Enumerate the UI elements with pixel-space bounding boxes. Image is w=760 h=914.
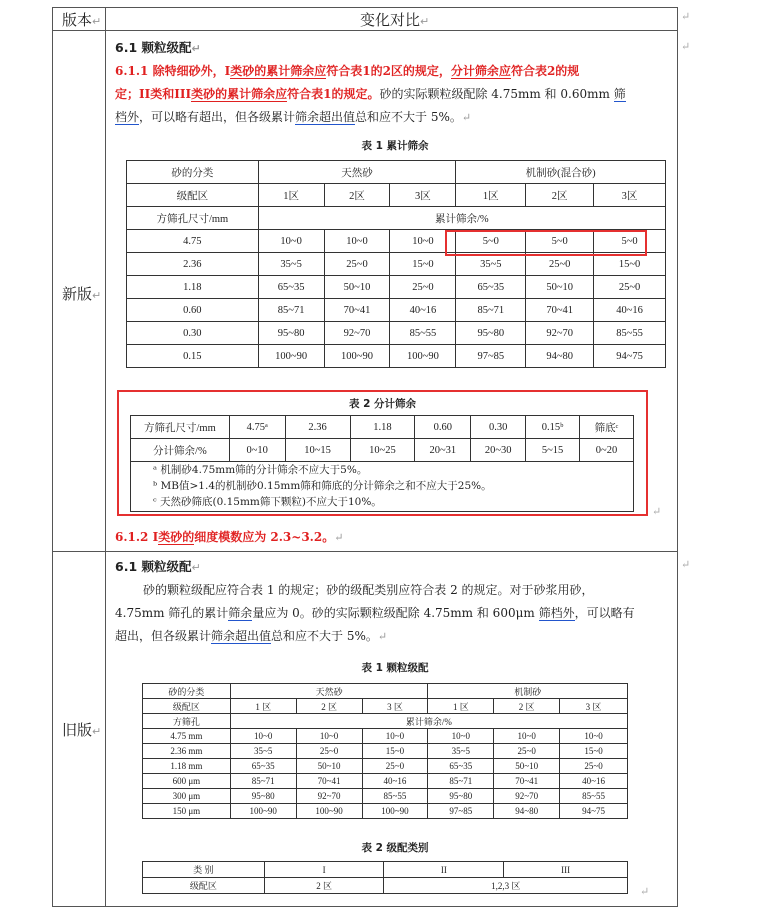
table-cell: 94~80: [526, 345, 594, 368]
table-cell: 100~90: [230, 804, 296, 819]
table-cell: 级配区: [143, 878, 265, 894]
table-cell: 10~0: [258, 230, 324, 253]
table-cell: 1.18: [350, 416, 415, 439]
highlight-box: [445, 230, 647, 256]
table-cell: II: [384, 862, 504, 878]
table-cell: 35~5: [428, 744, 494, 759]
clause-6-1-2-new: 6.1.2 I类砂的细度模数应为 2.3~3.2。↵: [115, 530, 344, 544]
table-cell: 85~55: [594, 322, 666, 345]
table-cell: 92~70: [526, 322, 594, 345]
table-cell: 10~0: [494, 729, 560, 744]
table-cell: 2区: [526, 184, 594, 207]
table-cell: 10~0: [428, 729, 494, 744]
table-cell: 累计筛余/%: [230, 714, 627, 729]
table-cell: 65~35: [456, 276, 526, 299]
table-cell: 25~0: [526, 253, 594, 276]
table-cell: 97~85: [428, 804, 494, 819]
table-cell: 15~0: [390, 253, 456, 276]
table-cell: 50~10: [296, 759, 362, 774]
section-heading-old: 6.1 颗粒级配↵: [115, 559, 201, 574]
table-cell: 15~0: [362, 744, 428, 759]
table-cell: 35~5: [456, 253, 526, 276]
header-version: 版本↵: [62, 11, 102, 29]
table-cell: 10~0: [390, 230, 456, 253]
table-cell: 65~35: [258, 276, 324, 299]
return-mark: ↵: [681, 558, 691, 571]
header-divider: [53, 30, 677, 31]
table-cell: 3区: [594, 184, 666, 207]
table-cell: 10~0: [324, 230, 390, 253]
table-cell: 40~16: [362, 774, 428, 789]
table-cell: 类 别: [143, 862, 265, 878]
table-cell: 级配区: [127, 184, 259, 207]
table-cell: 10~0: [296, 729, 362, 744]
table-cell: 天然砂: [258, 161, 456, 184]
clause-old: 砂的颗粒级配应符合表 1 的规定；砂的级配类别应符合表 2 的规定。对于砂浆用砂， 4.75mm 筛孔的累计筛余量应为 0。砂的实际颗粒级配除 4.75mm 和 600μm 筛档外，可以略有 超出，但各级累计筛余超出值总和应不大于 5%。↵: [115, 583, 635, 643]
table-cell: 5~0: [456, 230, 526, 253]
table-cell: III: [504, 862, 628, 878]
table-cell: 97~85: [456, 345, 526, 368]
table-cell: 10~25: [350, 439, 415, 462]
table-cell: 15~0: [594, 253, 666, 276]
table-cell: 3区: [390, 184, 456, 207]
column-divider: [105, 8, 106, 906]
table1-caption-new: 表 1 累计筛余: [361, 140, 429, 152]
table-cell: 10~15: [285, 439, 350, 462]
table-cell: 70~41: [324, 299, 390, 322]
header-comparison: 变化对比↵: [360, 11, 430, 29]
table-cell: 4.75: [127, 230, 259, 253]
table-cell: 300 μm: [143, 789, 231, 804]
table-cell: 1.18 mm: [143, 759, 231, 774]
table-cell: 1 区: [428, 699, 494, 714]
table-cell: 砂的分类: [143, 684, 231, 699]
table-cell: 3 区: [362, 699, 428, 714]
table-cell: 150 μm: [143, 804, 231, 819]
table-cell: 94~75: [594, 345, 666, 368]
table1-old: [142, 683, 628, 819]
table-cell: 40~16: [594, 299, 666, 322]
table-cell: 92~70: [324, 322, 390, 345]
table-cell: 2区: [324, 184, 390, 207]
table-cell: 砂的分类: [127, 161, 259, 184]
table-cell: 50~10: [526, 276, 594, 299]
table2-notes: [130, 462, 634, 512]
table-cell: 0.60: [415, 416, 471, 439]
table-cell: 方筛孔尺寸/mm: [127, 207, 259, 230]
table-cell: 20~30: [471, 439, 526, 462]
table-cell: 1.18: [127, 276, 259, 299]
table-cell: 85~71: [258, 299, 324, 322]
table-cell: 4.75 mm: [143, 729, 231, 744]
table-cell: 92~70: [296, 789, 362, 804]
table-cell: 25~0: [390, 276, 456, 299]
table-cell: 2 区: [494, 699, 560, 714]
table2-caption-new: 表 2 分计筛余: [348, 398, 417, 410]
table2-caption-old: 表 2 级配类别: [361, 842, 429, 854]
table-cell: 2 区: [264, 878, 384, 894]
table-cell: 85~71: [456, 299, 526, 322]
side-label-new: 新版↵: [62, 285, 102, 303]
table-cell: 方筛孔: [143, 714, 231, 729]
table-cell: 94~75: [560, 804, 628, 819]
table-cell: 100~90: [362, 804, 428, 819]
table1-caption-old: 表 1 颗粒级配: [361, 662, 429, 674]
table-cell: 累计筛余/%: [258, 207, 665, 230]
table-cell: 65~35: [428, 759, 494, 774]
table-cell: 100~90: [296, 804, 362, 819]
side-label-old: 旧版↵: [62, 721, 102, 739]
table-cell: 筛底ᶜ: [580, 416, 634, 439]
row-divider: [53, 551, 677, 552]
clause-6-1-1-new: 6.1.1 除特细砂外，I类砂的累计筛余应符合表1的2区的规定，分计筛余应符合表2的规 定；II类和III类砂的累计筛余应符合表1的规定。砂的实际颗粒级配除 4.75mm 和 0.60mm 筛 档外，可以略有超出，但各级累计筛余超出值总和应不大于 5%。↵: [115, 64, 626, 124]
table-cell: 85~71: [230, 774, 296, 789]
table-cell: 70~41: [296, 774, 362, 789]
table-cell: 50~10: [324, 276, 390, 299]
table-cell: 85~71: [428, 774, 494, 789]
table-cell: 85~55: [390, 322, 456, 345]
table-cell: 2.36 mm: [143, 744, 231, 759]
table-cell: 10~0: [362, 729, 428, 744]
table-cell: 40~16: [390, 299, 456, 322]
table-cell: 0~10: [229, 439, 285, 462]
table-cell: 5~0: [526, 230, 594, 253]
table-cell: 分计筛余/%: [131, 439, 230, 462]
table-cell: 40~16: [560, 774, 628, 789]
section-heading-new: 6.1 颗粒级配↵: [115, 40, 201, 55]
footnote: ᵇ MB值>1.4的机制砂0.15mm筛和筛底的分计筛余之和不应大于25%。: [153, 480, 492, 492]
table-cell: 4.75ᵃ: [229, 416, 285, 439]
table-cell: 2.36: [285, 416, 350, 439]
footnote: ᶜ 天然砂筛底(0.15mm筛下颗粒)不应大于10%。: [153, 496, 382, 508]
table-cell: 1 区: [230, 699, 296, 714]
table-cell: 方筛孔尺寸/mm: [131, 416, 230, 439]
table-cell: 级配区: [143, 699, 231, 714]
table-cell: 25~0: [362, 759, 428, 774]
table-cell: 5~15: [526, 439, 580, 462]
table-cell: 1,2,3 区: [384, 878, 628, 894]
table1-new: [126, 160, 666, 368]
table-cell: 70~41: [526, 299, 594, 322]
table-cell: 35~5: [258, 253, 324, 276]
table-cell: 1区: [456, 184, 526, 207]
table-cell: 25~0: [494, 744, 560, 759]
table-cell: 95~80: [258, 322, 324, 345]
return-mark: ↵: [640, 885, 650, 898]
table-cell: 5~0: [594, 230, 666, 253]
table-cell: 10~0: [230, 729, 296, 744]
return-mark: ↵: [681, 40, 691, 53]
table-cell: 20~31: [415, 439, 471, 462]
table-cell: 0~20: [580, 439, 634, 462]
table-cell: 600 μm: [143, 774, 231, 789]
return-mark: ↵: [681, 10, 691, 23]
table2-new: [130, 415, 634, 462]
table-cell: 0.30: [127, 322, 259, 345]
table-cell: 天然砂: [230, 684, 428, 699]
table-cell: 50~10: [494, 759, 560, 774]
table-cell: 94~80: [494, 804, 560, 819]
footnote: ᵃ 机制砂4.75mm筛的分计筛余不应大于5%。: [153, 464, 368, 476]
table-cell: 70~41: [494, 774, 560, 789]
table-cell: 25~0: [560, 759, 628, 774]
table-cell: 10~0: [560, 729, 628, 744]
table-cell: 机制砂(混合砂): [456, 161, 666, 184]
table-cell: 95~80: [456, 322, 526, 345]
table-cell: 1区: [258, 184, 324, 207]
table-cell: 65~35: [230, 759, 296, 774]
table-cell: 25~0: [594, 276, 666, 299]
table-cell: 0.60: [127, 299, 259, 322]
table-cell: 3 区: [560, 699, 628, 714]
table-cell: 100~90: [324, 345, 390, 368]
table-cell: 100~90: [258, 345, 324, 368]
table-cell: 95~80: [230, 789, 296, 804]
return-mark: ↵: [652, 505, 662, 518]
table-cell: 机制砂: [428, 684, 628, 699]
table-cell: 85~55: [560, 789, 628, 804]
table-cell: 25~0: [296, 744, 362, 759]
table-cell: 100~90: [390, 345, 456, 368]
table-cell: 85~55: [362, 789, 428, 804]
table-cell: 0.30: [471, 416, 526, 439]
table-cell: 92~70: [494, 789, 560, 804]
table-cell: 2 区: [296, 699, 362, 714]
table-cell: 25~0: [324, 253, 390, 276]
table2-old: [142, 861, 628, 894]
table-cell: 0.15: [127, 345, 259, 368]
table-cell: 2.36: [127, 253, 259, 276]
table-cell: 15~0: [560, 744, 628, 759]
table-cell: 95~80: [428, 789, 494, 804]
table-cell: 35~5: [230, 744, 296, 759]
table-cell: I: [264, 862, 384, 878]
table-cell: 0.15ᵇ: [526, 416, 580, 439]
